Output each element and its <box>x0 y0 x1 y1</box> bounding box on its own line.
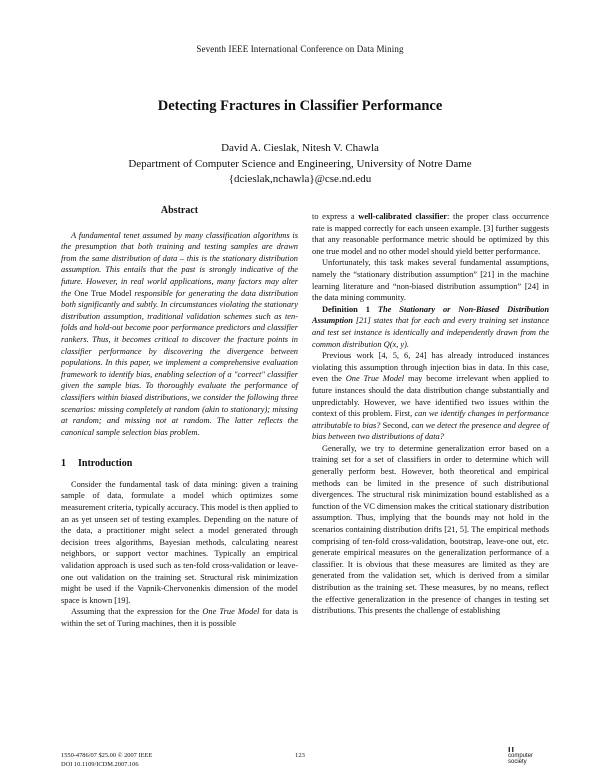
logo-mark-icon: ıı <box>508 744 516 754</box>
page-number: 123 <box>295 752 305 759</box>
abstract-heading: Abstract <box>160 205 199 216</box>
definition-1 <box>312 304 549 350</box>
intro-p2-text-a: Assuming that the expression for the <box>71 607 203 617</box>
right-p3-question-2: can we detect the presence and degree of bias between two distributions of data? <box>312 420 550 442</box>
right-paragraph-1 <box>312 211 549 257</box>
definition-formula: Q(x, y). <box>383 339 409 349</box>
right-p3-text-b: may become irrelevant when applied to future instances should the data distribution change substantially and unpredictably. However, we have identified two issues within the context of this problem. First, <box>312 374 549 419</box>
definition-body: [21] states that for each and every training set instance and test set instance is identically and independently drawn from the common distribution <box>312 316 549 349</box>
right-paragraph-2: Unfortunately, this task makes several fundamental assumptions, namely the “stationary distribution assumption” [21] in the machine learning literature and “non-biased distribution assumption” [24] in the data mining community. <box>312 258 549 303</box>
abstract-text-2: responsible for generating the data distribution both significantly and subtly. In circumstances violating the stationary distribution assumption, traditional validation schemes such as ten-folds and hold-out become poor performance predictors and classifier rankers. Thus, it becomes critical to discover the fracture points in classifier performance by discovering the divergence between populations. In this paper, we implement a comprehensive evaluation framework to identify bias, enabling selection of a "correct" classifier given the sample bias. To thoroughly evaluate the performance of classifiers within biased distributions, we consider the following three scenarios: missing completely at random (akin to stationary); missing at random; and missing not at random. The latter reflects the canonical sample selection bias problem. <box>61 288 298 437</box>
section-number: 1 <box>61 458 66 470</box>
computer-society-logo <box>508 746 533 766</box>
author-email[interactable]: {dcieslak,nchawla}@cse.nd.edu <box>228 173 372 185</box>
right-p3-text-c: Second, <box>380 420 412 430</box>
logo-line-1: computer <box>508 752 534 759</box>
paper-title: Detecting Fractures in Classifier Performance <box>157 98 443 114</box>
right-paragraph-4: Generally, we try to determine generalization error based on a training set for a set of classifiers in order to determine which will generally perform best. However, both theoretical and empirical methods can be limited in the presence of such distributional divergences. The structural risk minimization bound established as a function of the VC dimension makes the critical stationary distribution assumption. Thus, implying that the bounds may not hold in the scenarios containing distribution drifts [21, 5]. The empirical methods comprising of ten-fold cross-validation, bootstrap, leave-one out, etc. generate empirical measures on the generalization performance of a classifier. It is obvious that these measures are limited as they are generated from the validation set, which is derived from a similar distribution as the training set. These measures, by no means, reflect the effective generalization in the presence of changes in testing set distributions. This presents the challenge of establishing <box>312 443 549 616</box>
right-p3-emphasis: One True Model <box>345 374 405 384</box>
author-names: David A. Cieslak, Nitesh V. Chawla <box>221 142 379 154</box>
author-affiliation: Department of Computer Science and Engineering, University of Notre Dame <box>128 157 472 170</box>
definition-label: Definition 1 <box>322 304 370 314</box>
right-paragraph-3 <box>312 350 549 443</box>
right-p3-text-a: Previous work [4, 5, 6, 24] has already introduced instances violating this assumption through injection bias in data. In this case, even the <box>312 351 549 384</box>
right-p1-text-b: : the proper class occurrence rate is mapped correctly for each unseen example. [3] further suggests that any reasonable performance metric should be optimized by this one true model and no other model should yield better performance. <box>312 212 549 256</box>
left-column <box>61 205 298 630</box>
right-p1-keyword: well-calibrated classifier <box>358 212 448 221</box>
author-block <box>0 141 600 188</box>
intro-p2-emphasis: One True Model <box>202 607 260 617</box>
right-p1-text-a: to express a <box>312 212 359 221</box>
intro-paragraph-1: Consider the fundamental task of data mining: given a training sample of data, formulate a model which optimizes some measurement criteria, typically accuracy. This model is then applied to an as yet unseen set of testing examples. Depending on the nature of the data, a practitioner might select a model generated through decision trees algorithms, Bayesian methods, calculating nearest neighbors, or support vector machines. Typically an empirical validation approach is used such as ten-fold cross-validation or leave-one out validation on the training set. Structural risk minimization might be used if the Vapnik-Chervonenkis dimension of the model space is known [19]. <box>61 479 298 605</box>
abstract-body <box>61 230 298 439</box>
footer-issn: 1550-4786/07 $25.00 © 2007 IEEE <box>61 752 153 759</box>
intro-p2-text-b: for data is within the set of Turing machines, then it is possible <box>61 607 298 628</box>
intro-paragraph-2 <box>61 606 298 629</box>
section-title: Introduction <box>78 458 133 470</box>
conference-header: Seventh IEEE International Conference on Data Mining <box>196 44 404 54</box>
abstract-one-true-model: One True Model <box>74 288 132 298</box>
footer-doi: DOI 10.1109/ICDM.2007.106 <box>61 760 139 768</box>
abstract-text-1: A fundamental tenet assumed by many classification algorithms is the presumption that both training and testing samples are drawn from the same distribution of data – this is the stationary distribution assumption. This entails that the past is strongly indicative of the future. However, in real world applications, many factors may alter the <box>61 230 298 298</box>
logo-line-2: society <box>508 759 527 765</box>
right-p3-question-1: can we identify changes in performance attributable to bias? <box>312 409 550 430</box>
definition-name: The Stationary or Non-Biased Distribution Assumption <box>312 304 550 326</box>
section-heading-introduction <box>61 458 298 470</box>
right-column <box>312 211 549 617</box>
